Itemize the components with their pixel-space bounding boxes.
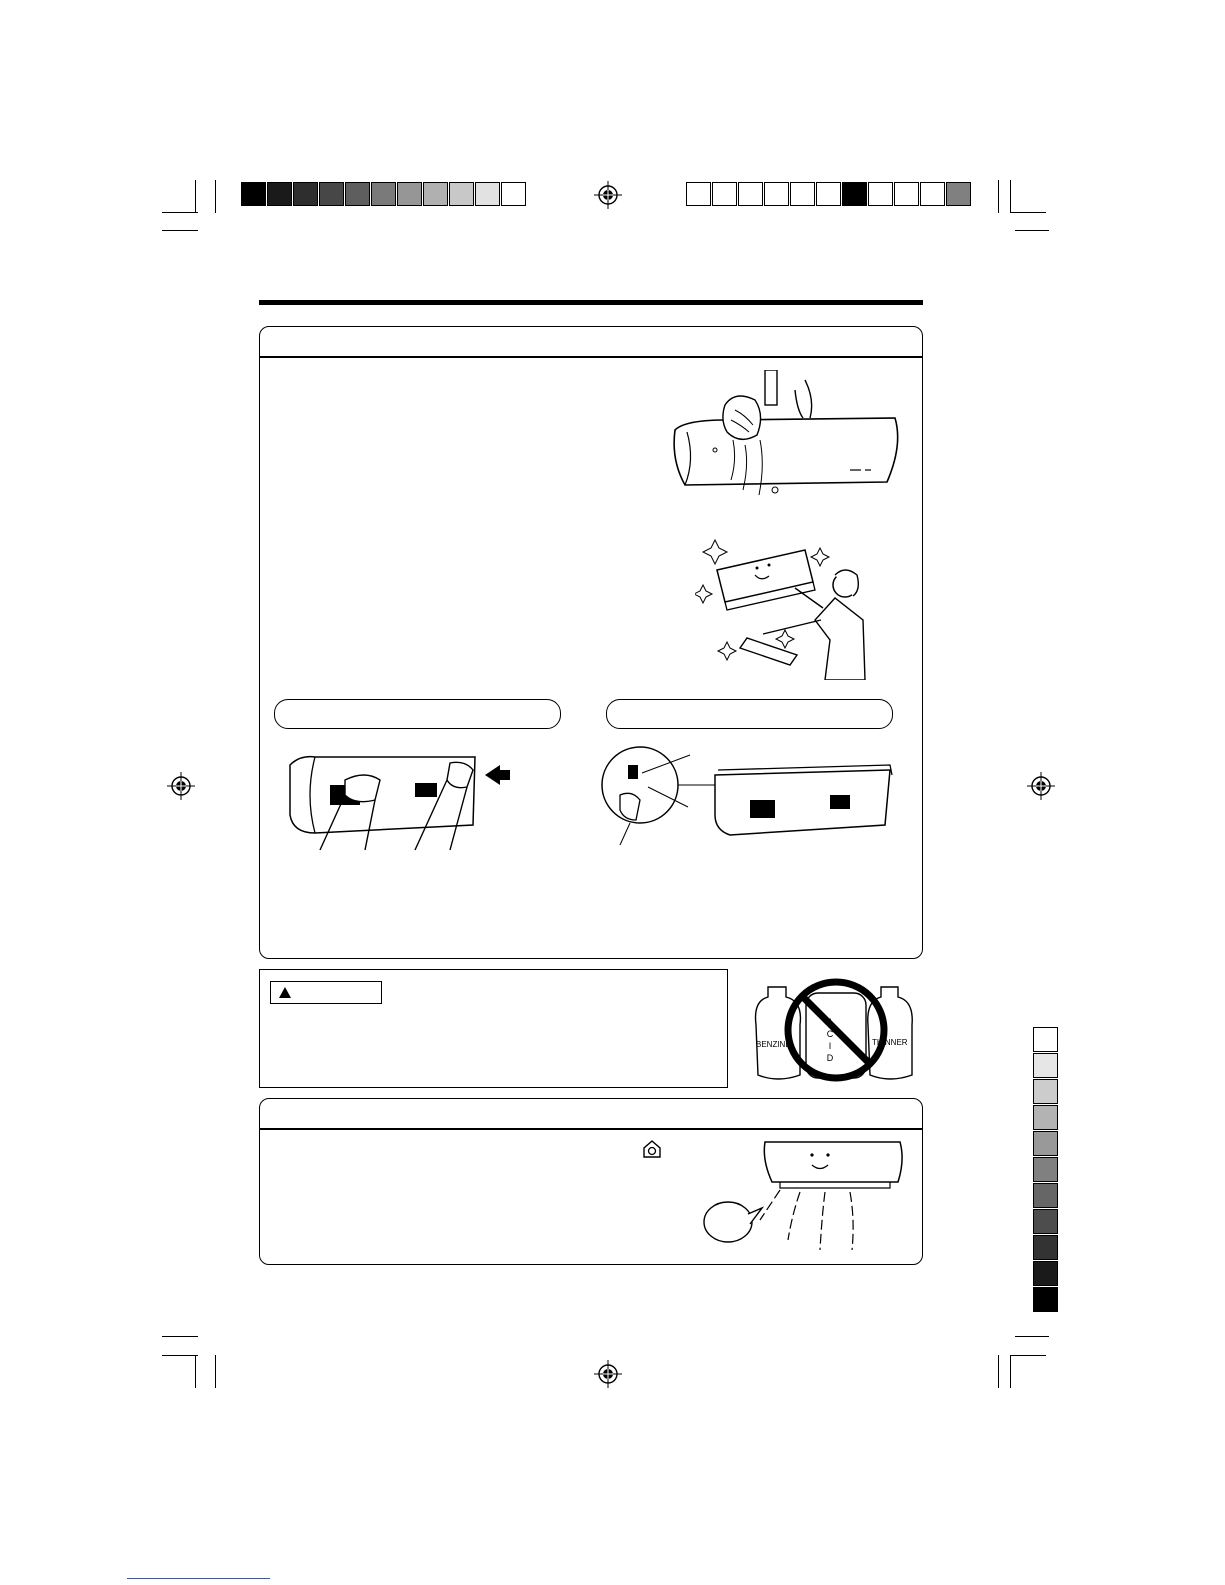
registration-target-icon — [594, 1360, 622, 1388]
registration-target-icon — [594, 181, 622, 209]
wiping-unit-illustration — [695, 530, 875, 680]
registration-target-icon — [1027, 772, 1055, 800]
crop-mark — [1010, 180, 1011, 213]
crop-mark — [1015, 230, 1049, 231]
bottle-right-label: THINNER — [872, 1038, 908, 1047]
crop-mark — [215, 180, 216, 213]
crop-mark — [195, 1355, 196, 1388]
acid-letter: D — [826, 1053, 834, 1063]
crop-mark — [162, 212, 198, 213]
warning-triangle-icon — [279, 987, 291, 998]
panel-hinge-detail-illustration — [600, 745, 900, 855]
subsection-header-left — [274, 699, 561, 729]
crop-mark — [998, 180, 999, 213]
crop-mark — [162, 1336, 198, 1337]
crop-mark — [215, 1355, 216, 1388]
caution-label-box — [270, 981, 382, 1004]
washing-front-panel-illustration — [665, 370, 900, 505]
crop-mark — [162, 230, 198, 231]
page-top-rule — [259, 300, 923, 305]
crop-mark — [1010, 1355, 1011, 1388]
crop-mark — [1010, 212, 1046, 213]
crop-mark — [195, 180, 196, 213]
crop-mark — [162, 1355, 198, 1356]
crop-mark — [1010, 1355, 1046, 1356]
house-icon — [643, 1140, 661, 1158]
no-solvents-illustration — [748, 975, 923, 1085]
footer-link-underline[interactable] — [127, 1578, 270, 1579]
registration-target-icon — [167, 772, 195, 800]
crop-mark — [998, 1355, 999, 1388]
subsection-header-right — [606, 699, 893, 729]
crop-mark — [1015, 1336, 1049, 1337]
acid-letter: C — [826, 1029, 834, 1039]
bottle-left-label: BENZINE — [756, 1040, 791, 1049]
acid-letter: I — [828, 1041, 832, 1051]
closing-front-panel-illustration — [285, 745, 510, 855]
section-header-divider — [260, 356, 922, 358]
indoor-unit-airflow-illustration — [700, 1130, 905, 1255]
